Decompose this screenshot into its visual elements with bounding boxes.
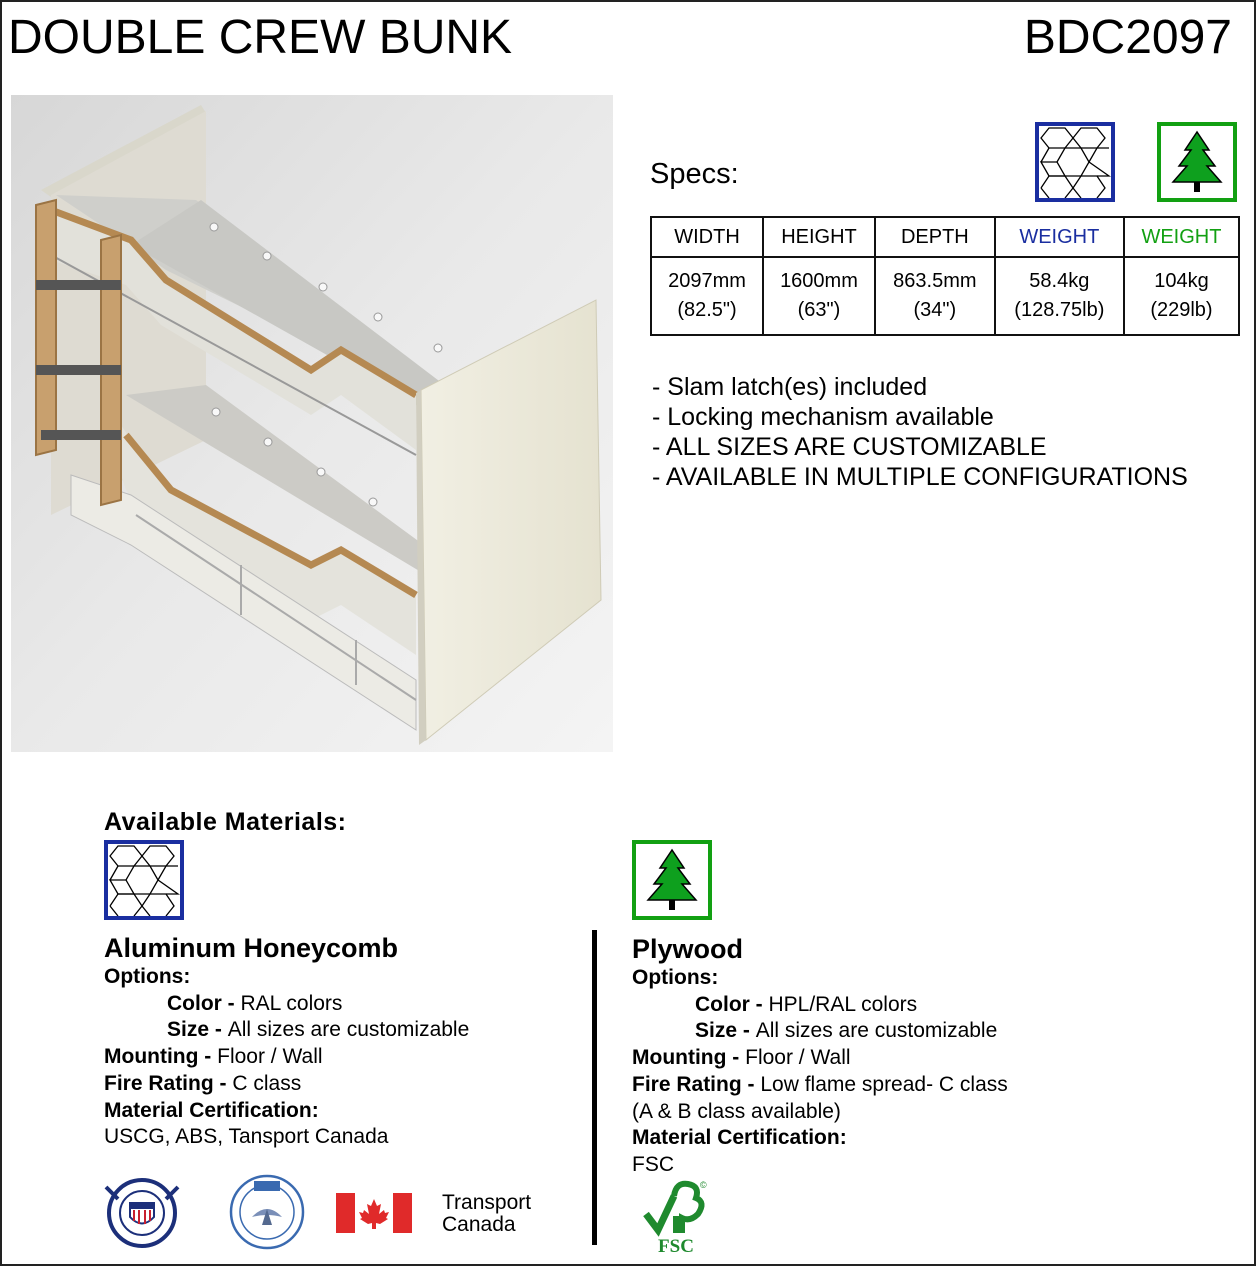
canada-flag-icon (336, 1193, 412, 1233)
specs-label: Specs: (650, 158, 739, 190)
color-row: Color - RAL colors (167, 991, 343, 1015)
materials-title: Available Materials: (104, 808, 347, 836)
fire-rating-row: Fire Rating - Low flame spread- C class (632, 1072, 1008, 1096)
mounting-row: Mounting - Floor / Wall (104, 1045, 323, 1069)
size-row: Size - All sizes are customizable (167, 1018, 470, 1042)
color-row: Color - HPL/RAL colors (695, 992, 918, 1016)
product-title: DOUBLE CREW BUNK (8, 11, 513, 64)
tree-icon (1157, 122, 1237, 202)
svg-text:©: © (700, 1180, 707, 1190)
uscg-seal-logo (100, 1175, 185, 1250)
honeycomb-icon (104, 840, 184, 920)
note-item: - AVAILABLE IN MULTIPLE CONFIGURATIONS (652, 463, 1188, 491)
col-depth: DEPTH (875, 217, 995, 257)
value-width: 2097mm (82.5") (651, 257, 763, 335)
options-label: Options: (632, 966, 719, 989)
mounting-row: Mounting - Floor / Wall (632, 1046, 851, 1070)
fire-rating-extra: (A & B class available) (632, 1099, 841, 1123)
column-divider (592, 930, 597, 1245)
specs-table (650, 216, 1240, 336)
certification-value: FSC (632, 1152, 674, 1176)
specs-value-row (651, 257, 1239, 335)
transport-canada-text: Transport Canada (442, 1191, 532, 1236)
col-weight-plywood: WEIGHT (1124, 217, 1239, 257)
value-height: 1600mm (63") (763, 257, 875, 335)
fsc-logo (640, 1178, 712, 1256)
col-weight-honeycomb: WEIGHT (995, 217, 1124, 257)
fire-rating-row: Fire Rating - C class (104, 1071, 302, 1095)
specs-header-row (651, 217, 1239, 257)
options-label: Options: (104, 965, 191, 988)
size-row: Size - All sizes are customizable (695, 1019, 998, 1043)
col-height: HEIGHT (763, 217, 875, 257)
certification-label: Material Certification: (104, 1098, 319, 1122)
tree-icon (632, 840, 712, 920)
value-depth: 863.5mm (34") (875, 257, 995, 335)
col-width: WIDTH (651, 217, 763, 257)
honeycomb-icon (1035, 122, 1115, 202)
value-weight-plywood: 104kg (229lb) (1124, 257, 1239, 335)
note-item: - Slam latch(es) included (652, 373, 928, 401)
honeycomb-details (104, 932, 584, 1151)
certification-value: USCG, ABS, Tansport Canada (104, 1125, 389, 1149)
value-weight-honeycomb: 58.4kg (128.75lb) (995, 257, 1124, 335)
plywood-details (632, 933, 1232, 1179)
material-name: Plywood (632, 934, 744, 964)
material-name: Aluminum Honeycomb (104, 933, 399, 963)
note-item: - Locking mechanism available (652, 403, 994, 431)
note-item: - ALL SIZES ARE CUSTOMIZABLE (652, 433, 1047, 461)
certification-label: Material Certification: (632, 1126, 847, 1150)
bunk-render-image (11, 95, 613, 752)
abs-seal-logo (228, 1173, 306, 1251)
feature-notes (652, 372, 1188, 492)
product-code: BDC2097 (1023, 11, 1232, 64)
fsc-label: FSC (658, 1236, 694, 1256)
